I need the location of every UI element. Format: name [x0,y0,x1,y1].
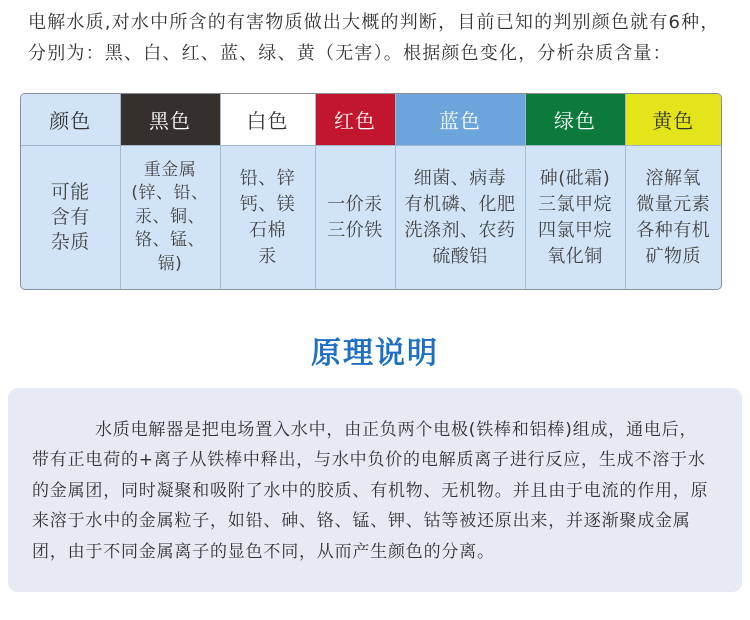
intro-line: 分别为：黑、白、红、蓝、绿、黄（无害）。根据颜色变化，分析杂质含量： [28,43,672,64]
paragraph-line: 的金属团，同时凝聚和吸附了水中的胶质、有机物、无机物。并且由于电流的作用，原 [32,480,709,501]
impurity-item: 钙、镁 [239,193,296,215]
color-table [21,94,721,289]
impurity-item: 有机磷、化肥 [404,193,516,215]
intro-text [28,7,720,69]
impurity-item: 细菌、病毒 [413,167,507,189]
header-cell-blue: 蓝色 [395,94,525,146]
impurity-item: 砷(砒霜) [539,167,611,189]
impurity-item: 汞、铜、 [135,206,205,227]
row-label-line: 可能 [50,181,90,203]
table-body-row [21,146,721,290]
impurity-cell-green [525,146,625,290]
impurity-item: 铅、锌 [239,167,296,189]
paragraph-line: 团，由于不同金属离子的显色不同，从而产生颜色的分离。 [32,541,495,562]
impurity-cell-blue [395,146,525,290]
impurity-item: 洗涤剂、农药 [404,219,516,241]
impurity-cell-red [315,146,395,290]
header-cell-white: 白色 [220,94,315,146]
impurity-item: 铬、锰、 [135,230,205,251]
impurity-item: 矿物质 [645,245,701,267]
impurity-item: 石棉 [249,219,286,241]
color-impurity-table [20,93,722,290]
impurity-item: 汞 [258,245,277,267]
section-title: 原理说明 [311,336,439,371]
impurity-item: 重金属 [143,159,197,180]
principle-box [8,388,742,592]
header-cell-red: 红色 [315,94,395,146]
header-cell-green: 绿色 [525,94,625,146]
impurity-item: 溶解氧 [645,167,701,189]
header-cell-yellow: 黄色 [625,94,721,146]
impurity-item: (锌、铅、 [131,183,209,204]
impurity-cell-white [220,146,315,290]
impurity-item: 三氯甲烷 [538,193,612,215]
paragraph-line: 水质电解器是把电场置入水中，由正负两个电极(铁棒和铝棒)组成，通电后， [95,420,698,440]
impurity-item: 微量元素 [636,193,711,215]
table-corner-label: 颜色 [21,94,120,146]
impurity-item: 镉) [157,253,183,274]
impurity-item: 三价铁 [327,219,383,241]
impurity-item: 硫酸铝 [432,245,488,267]
header-cell-black: 黑色 [120,94,220,146]
row-label-line: 杂质 [50,231,90,253]
impurity-item: 氧化铜 [547,245,603,267]
table-header-row [21,94,721,146]
paragraph-line: 来溶于水中的金属粒子，如铅、砷、铬、锰、钾、钴等被还原出来，并逐渐聚成金属 [32,511,691,532]
impurity-cell-yellow [625,146,721,290]
impurity-item: 一价汞 [327,193,383,215]
intro-line: 电解水质,对水中所含的有害物质做出大概的判断，目前已知的判别颜色就有6种， [28,12,720,33]
impurity-cell-black [120,146,220,290]
row-label-line: 含有 [50,206,90,228]
impurity-item: 四氯甲烷 [538,219,612,241]
impurity-item: 各种有机 [636,219,711,241]
row-label-cell [21,146,120,290]
paragraph-line: 带有正电荷的+离子从铁棒中释出，与水中负价的电解质离子进行反应，生成不溶于水 [32,450,706,471]
